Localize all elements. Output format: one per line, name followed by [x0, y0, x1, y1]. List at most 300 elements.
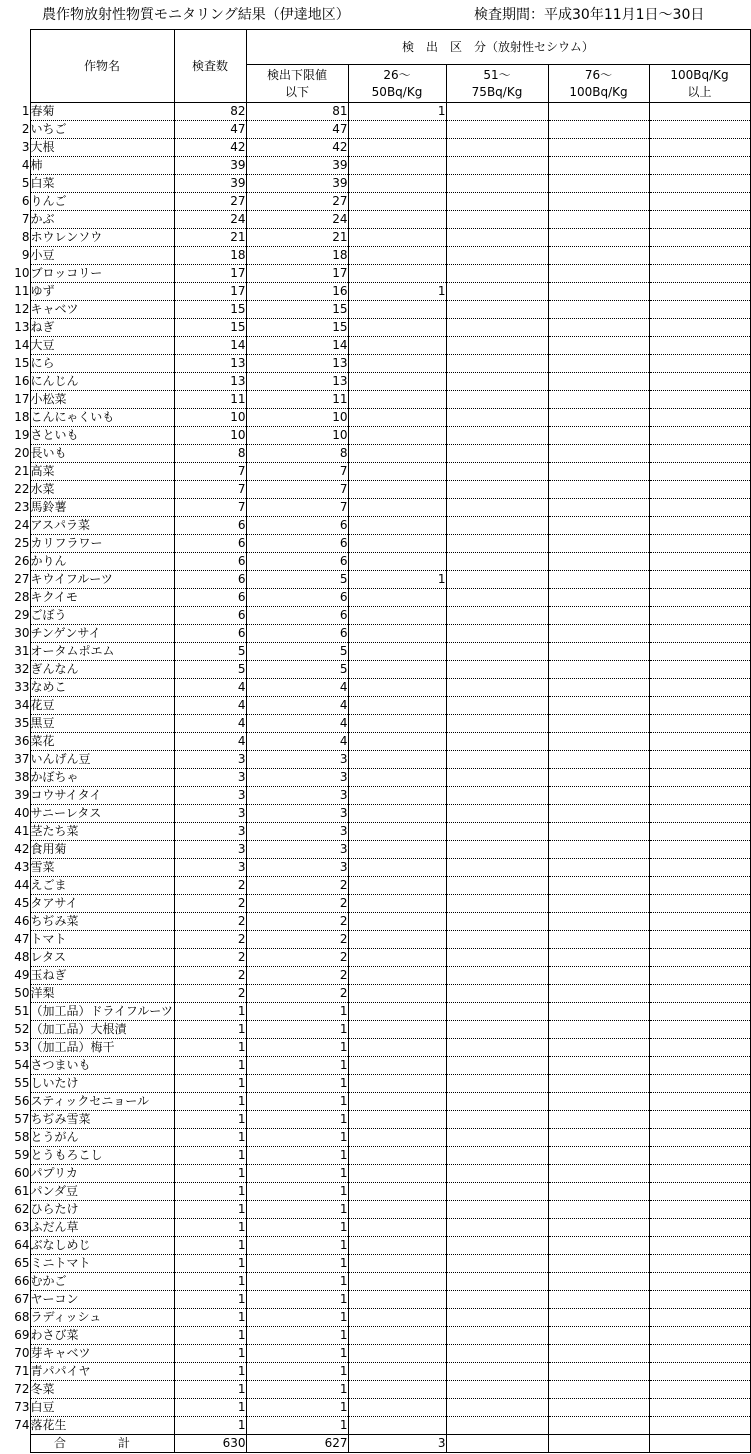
- over-100-count: [649, 427, 750, 445]
- range-76-100-count: [548, 121, 649, 139]
- range-76-100-count: [548, 1363, 649, 1381]
- below-limit-count: 1: [246, 1057, 348, 1075]
- range-76-100-count: [548, 229, 649, 247]
- test-count: 1: [174, 1147, 246, 1165]
- below-limit-count: 3: [246, 751, 348, 769]
- range-26-50-count: [348, 139, 446, 157]
- below-limit-count: 1: [246, 1237, 348, 1255]
- row-number: 39: [14, 788, 30, 802]
- over-100-count: [649, 661, 750, 679]
- table-row: [0, 445, 750, 463]
- over-100-count: [649, 1345, 750, 1363]
- below-limit-count: 6: [246, 607, 348, 625]
- test-count: 13: [174, 355, 246, 373]
- range-76-100-count: [548, 589, 649, 607]
- range-26-50-count: [348, 1237, 446, 1255]
- range-76-100-count: [548, 1057, 649, 1075]
- column-header-below-detection-limit: 検出下限値 以下: [246, 65, 348, 103]
- range-76-100-count: [548, 967, 649, 985]
- crop-name: ブロッコリー: [30, 265, 174, 283]
- range-76-100-count: [548, 949, 649, 967]
- test-count: 2: [174, 967, 246, 985]
- crop-name: 落花生: [30, 1417, 174, 1435]
- range-26-50-count: [348, 499, 446, 517]
- range-51-75-count: [446, 913, 548, 931]
- test-count: 13: [174, 373, 246, 391]
- range-51-75-count: [446, 1255, 548, 1273]
- over-100-count: [649, 265, 750, 283]
- table-row: [0, 985, 750, 1003]
- range-76-100-count: [548, 661, 649, 679]
- test-count: 18: [174, 247, 246, 265]
- over-100-count: [649, 1111, 750, 1129]
- crop-name: ぶなしめじ: [30, 1237, 174, 1255]
- range-76-100-count: [548, 517, 649, 535]
- row-number: 33: [14, 680, 30, 694]
- below-limit-count: 1: [246, 1345, 348, 1363]
- range-26-50-count: [348, 265, 446, 283]
- test-count: 1: [174, 1273, 246, 1291]
- report-title: 農作物放射性物質モニタリング結果（伊達地区）: [42, 7, 350, 23]
- test-count: 15: [174, 301, 246, 319]
- crop-name: 大根: [30, 139, 174, 157]
- range-51-75-count: [446, 589, 548, 607]
- table-row: [0, 643, 750, 661]
- test-count: 39: [174, 175, 246, 193]
- range-76-100-count: [548, 1093, 649, 1111]
- table-row: [0, 499, 750, 517]
- crop-name: 菜花: [30, 733, 174, 751]
- over-100-count: [649, 1363, 750, 1381]
- range-51-75-count: [446, 1183, 548, 1201]
- over-100-count: [649, 409, 750, 427]
- table-row: [0, 967, 750, 985]
- below-limit-count: 1: [246, 1183, 348, 1201]
- below-limit-count: 15: [246, 319, 348, 337]
- test-count: 10: [174, 409, 246, 427]
- row-number: 74: [14, 1418, 30, 1432]
- range-26-50-count: [348, 841, 446, 859]
- test-count: 7: [174, 499, 246, 517]
- crop-name: トマト: [30, 931, 174, 949]
- crop-name: キウイフルーツ: [30, 571, 174, 589]
- crop-name: むかご: [30, 1273, 174, 1291]
- range-26-50-count: [348, 211, 446, 229]
- range-26-50-count: [348, 373, 446, 391]
- over-100-count: [649, 121, 750, 139]
- range-51-75-count: [446, 301, 548, 319]
- table-row: [0, 1219, 750, 1237]
- range-26-50-count: [348, 463, 446, 481]
- below-limit-count: 1: [246, 1399, 348, 1417]
- over-100-count: [649, 787, 750, 805]
- crop-name: パプリカ: [30, 1165, 174, 1183]
- over-100-count: [649, 949, 750, 967]
- range-26-50-count: [348, 1093, 446, 1111]
- test-count: 2: [174, 877, 246, 895]
- crop-name: とうがん: [30, 1129, 174, 1147]
- range-26-50-count: [348, 751, 446, 769]
- crop-name: 冬菜: [30, 1381, 174, 1399]
- row-number: 57: [14, 1112, 30, 1126]
- test-count: 5: [174, 661, 246, 679]
- below-limit-count: 17: [246, 265, 348, 283]
- total-over-100: [649, 1435, 750, 1453]
- range-26-50-count: [348, 337, 446, 355]
- below-limit-count: 4: [246, 679, 348, 697]
- range-26-50-count: [348, 967, 446, 985]
- report-header: [0, 2, 751, 24]
- below-limit-count: 39: [246, 157, 348, 175]
- range-51-75-count: [446, 535, 548, 553]
- over-100-count: [649, 985, 750, 1003]
- table-row: [0, 913, 750, 931]
- crop-name: スティックセニョール: [30, 1093, 174, 1111]
- over-100-count: [649, 1255, 750, 1273]
- test-count: 1: [174, 1381, 246, 1399]
- range-26-50-count: [348, 1129, 446, 1147]
- test-count: 2: [174, 913, 246, 931]
- below-limit-count: 1: [246, 1291, 348, 1309]
- table-row: [0, 805, 750, 823]
- range-51-75-count: [446, 859, 548, 877]
- over-100-count: [649, 1003, 750, 1021]
- row-number: 13: [14, 320, 30, 334]
- range-26-50-count: [348, 589, 446, 607]
- row-number: 37: [14, 752, 30, 766]
- table-row: [0, 625, 750, 643]
- range-51-75-count: [446, 1165, 548, 1183]
- row-number: 64: [14, 1238, 30, 1252]
- row-number: 25: [14, 536, 30, 550]
- column-header-over-100: 100Bq/Kg 以上: [649, 65, 750, 103]
- table-row: [0, 859, 750, 877]
- crop-name: いちご: [30, 121, 174, 139]
- test-count: 6: [174, 517, 246, 535]
- row-number: 22: [14, 482, 30, 496]
- range-51-75-count: [446, 1363, 548, 1381]
- row-number: 51: [14, 1004, 30, 1018]
- range-26-50-count: [348, 1363, 446, 1381]
- range-51-75-count: [446, 571, 548, 589]
- crop-name: キクイモ: [30, 589, 174, 607]
- test-count: 1: [174, 1201, 246, 1219]
- range-51-75-count: [446, 445, 548, 463]
- range-26-50-count: [348, 319, 446, 337]
- crop-name: かりん: [30, 553, 174, 571]
- range-76-100-count: [548, 895, 649, 913]
- over-100-count: [649, 895, 750, 913]
- range-76-100-count: [548, 1273, 649, 1291]
- row-number: 10: [14, 266, 30, 280]
- range-51-75-count: [446, 625, 548, 643]
- range-26-50-count: [348, 1147, 446, 1165]
- range-51-75-count: [446, 643, 548, 661]
- crop-name: 洋梨: [30, 985, 174, 1003]
- row-number: 50: [14, 986, 30, 1000]
- crop-name: 芽キャベツ: [30, 1345, 174, 1363]
- test-count: 1: [174, 1003, 246, 1021]
- over-100-count: [649, 247, 750, 265]
- range-51-75-count: [446, 1075, 548, 1093]
- range-26-50-count: [348, 1003, 446, 1021]
- range-51-75-count: [446, 1057, 548, 1075]
- table-row: [0, 697, 750, 715]
- row-number: 73: [14, 1400, 30, 1414]
- below-limit-count: 6: [246, 625, 348, 643]
- over-100-count: [649, 337, 750, 355]
- range-26-50-count: [348, 517, 446, 535]
- test-count: 1: [174, 1255, 246, 1273]
- range-51-75-count: [446, 337, 548, 355]
- row-number: 47: [14, 932, 30, 946]
- column-header-detection-category: 検 出 区 分（放射性セシウム）: [246, 30, 750, 65]
- range-76-100-count: [548, 931, 649, 949]
- total-label: 合 計: [30, 1435, 174, 1453]
- range-76-100-count: [548, 409, 649, 427]
- below-limit-count: 2: [246, 967, 348, 985]
- below-limit-count: 3: [246, 841, 348, 859]
- over-100-count: [649, 877, 750, 895]
- range-76-100-count: [548, 1345, 649, 1363]
- over-100-count: [649, 823, 750, 841]
- over-100-count: [649, 481, 750, 499]
- below-limit-count: 1: [246, 1075, 348, 1093]
- table-row: [0, 517, 750, 535]
- row-number: 7: [21, 212, 30, 226]
- range-26-50-count: [348, 1309, 446, 1327]
- range-51-75-count: [446, 517, 548, 535]
- test-count: 3: [174, 751, 246, 769]
- test-count: 4: [174, 697, 246, 715]
- range-51-75-count: [446, 1345, 548, 1363]
- table-row: [0, 481, 750, 499]
- test-count: 4: [174, 715, 246, 733]
- range-51-75-count: [446, 1417, 548, 1435]
- below-limit-count: 42: [246, 139, 348, 157]
- range-26-50-count: [348, 193, 446, 211]
- range-51-75-count: [446, 319, 548, 337]
- table-row: [0, 589, 750, 607]
- row-number: 32: [14, 662, 30, 676]
- test-count: 82: [174, 103, 246, 121]
- row-number: 45: [14, 896, 30, 910]
- table-row: [0, 1345, 750, 1363]
- table-row: [0, 895, 750, 913]
- below-limit-count: 1: [246, 1129, 348, 1147]
- row-number: 53: [14, 1040, 30, 1054]
- below-limit-count: 1: [246, 1165, 348, 1183]
- table-row: [0, 931, 750, 949]
- range-51-75-count: [446, 193, 548, 211]
- test-count: 2: [174, 949, 246, 967]
- table-row: [0, 1381, 750, 1399]
- range-51-75-count: [446, 1237, 548, 1255]
- table-row: [0, 715, 750, 733]
- table-row: [0, 319, 750, 337]
- crop-name: 馬鈴薯: [30, 499, 174, 517]
- row-number: 21: [14, 464, 30, 478]
- over-100-count: [649, 1093, 750, 1111]
- range-26-50-count: [348, 301, 446, 319]
- below-limit-count: 3: [246, 823, 348, 841]
- range-26-50-count: [348, 1381, 446, 1399]
- range-51-75-count: [446, 103, 548, 121]
- crop-name: サニーレタス: [30, 805, 174, 823]
- table-row: [0, 373, 750, 391]
- row-number: 27: [14, 572, 30, 586]
- crop-name: 白豆: [30, 1399, 174, 1417]
- range-51-75-count: [446, 391, 548, 409]
- below-limit-count: 5: [246, 571, 348, 589]
- crop-name: カリフラワー: [30, 535, 174, 553]
- table-row: [0, 409, 750, 427]
- below-limit-count: 3: [246, 859, 348, 877]
- over-100-count: [649, 841, 750, 859]
- table-row: [0, 1201, 750, 1219]
- over-100-count: [649, 967, 750, 985]
- test-count: 7: [174, 463, 246, 481]
- table-row: [0, 1165, 750, 1183]
- range-76-100-count: [548, 913, 649, 931]
- over-100-count: [649, 229, 750, 247]
- row-number: 72: [14, 1382, 30, 1396]
- range-51-75-count: [446, 355, 548, 373]
- range-26-50-count: [348, 625, 446, 643]
- range-76-100-count: [548, 625, 649, 643]
- range-76-100-count: [548, 1111, 649, 1129]
- below-limit-count: 15: [246, 301, 348, 319]
- range-76-100-count: [548, 337, 649, 355]
- column-header-76-100: 76～ 100Bq/Kg: [548, 65, 649, 103]
- range-76-100-count: [548, 175, 649, 193]
- over-100-count: [649, 1291, 750, 1309]
- below-limit-count: 16: [246, 283, 348, 301]
- range-26-50-count: [348, 859, 446, 877]
- range-26-50-count: [348, 769, 446, 787]
- over-100-count: [649, 643, 750, 661]
- crop-name: 玉ねぎ: [30, 967, 174, 985]
- range-51-75-count: [446, 1273, 548, 1291]
- row-number: 31: [14, 644, 30, 658]
- range-51-75-count: [446, 499, 548, 517]
- row-number: 43: [14, 860, 30, 874]
- crop-name: （加工品）ドライフルーツ: [30, 1003, 174, 1021]
- table-row: [0, 1183, 750, 1201]
- crop-name: （加工品）大根漬: [30, 1021, 174, 1039]
- range-51-75-count: [446, 769, 548, 787]
- range-76-100-count: [548, 355, 649, 373]
- table-row: [0, 1039, 750, 1057]
- below-limit-count: 2: [246, 895, 348, 913]
- over-100-count: [649, 1219, 750, 1237]
- row-number: 62: [14, 1202, 30, 1216]
- row-number: 34: [14, 698, 30, 712]
- test-count: 1: [174, 1237, 246, 1255]
- over-100-count: [649, 1183, 750, 1201]
- crop-name: 黒豆: [30, 715, 174, 733]
- over-100-count: [649, 103, 750, 121]
- over-100-count: [649, 157, 750, 175]
- column-header-26-50: 26～ 50Bq/Kg: [348, 65, 446, 103]
- range-26-50-count: [348, 1417, 446, 1435]
- crop-name: ミニトマト: [30, 1255, 174, 1273]
- below-limit-count: 4: [246, 733, 348, 751]
- range-76-100-count: [548, 751, 649, 769]
- crop-name: ふだん草: [30, 1219, 174, 1237]
- range-26-50-count: [348, 1039, 446, 1057]
- row-number: 9: [21, 248, 30, 262]
- row-number: 66: [14, 1274, 30, 1288]
- column-header-test-count: 検査数: [174, 30, 246, 103]
- crop-name: えごま: [30, 877, 174, 895]
- range-51-75-count: [446, 715, 548, 733]
- range-76-100-count: [548, 1003, 649, 1021]
- range-26-50-count: [348, 391, 446, 409]
- over-100-count: [649, 1381, 750, 1399]
- crop-name: にら: [30, 355, 174, 373]
- range-26-50-count: [348, 877, 446, 895]
- below-limit-count: 10: [246, 409, 348, 427]
- test-count: 6: [174, 535, 246, 553]
- table-row: [0, 337, 750, 355]
- table-row: [0, 283, 750, 301]
- below-limit-count: 81: [246, 103, 348, 121]
- range-76-100-count: [548, 1129, 649, 1147]
- crop-name: 花豆: [30, 697, 174, 715]
- below-limit-count: 1: [246, 1201, 348, 1219]
- table-row: [0, 391, 750, 409]
- range-51-75-count: [446, 697, 548, 715]
- crop-name: にんじん: [30, 373, 174, 391]
- row-number: 8: [21, 230, 30, 244]
- below-limit-count: 7: [246, 499, 348, 517]
- range-76-100-count: [548, 859, 649, 877]
- test-count: 4: [174, 733, 246, 751]
- below-limit-count: 14: [246, 337, 348, 355]
- row-number: 12: [14, 302, 30, 316]
- range-76-100-count: [548, 481, 649, 499]
- test-count: 1: [174, 1399, 246, 1417]
- row-number: 6: [21, 194, 30, 208]
- column-header-51-75: 51～ 75Bq/Kg: [446, 65, 548, 103]
- range-26-50-count: [348, 715, 446, 733]
- crop-name: いんげん豆: [30, 751, 174, 769]
- range-26-50-count: [348, 985, 446, 1003]
- range-26-50-count: [348, 157, 446, 175]
- range-76-100-count: [548, 265, 649, 283]
- range-76-100-count: [548, 319, 649, 337]
- crop-name: ちぢみ菜: [30, 913, 174, 931]
- over-100-count: [649, 1417, 750, 1435]
- range-26-50-count: [348, 445, 446, 463]
- crop-name: 春菊: [30, 103, 174, 121]
- row-number: 49: [14, 968, 30, 982]
- over-100-count: [649, 625, 750, 643]
- below-limit-count: 1: [246, 1381, 348, 1399]
- test-count: 1: [174, 1111, 246, 1129]
- table-row: [0, 769, 750, 787]
- range-51-75-count: [446, 787, 548, 805]
- range-51-75-count: [446, 229, 548, 247]
- row-number: 26: [14, 554, 30, 568]
- test-count: 2: [174, 985, 246, 1003]
- total-below-limit: 627: [246, 1435, 348, 1453]
- row-number: 54: [14, 1058, 30, 1072]
- range-76-100-count: [548, 877, 649, 895]
- range-26-50-count: [348, 1327, 446, 1345]
- table-row: [0, 1273, 750, 1291]
